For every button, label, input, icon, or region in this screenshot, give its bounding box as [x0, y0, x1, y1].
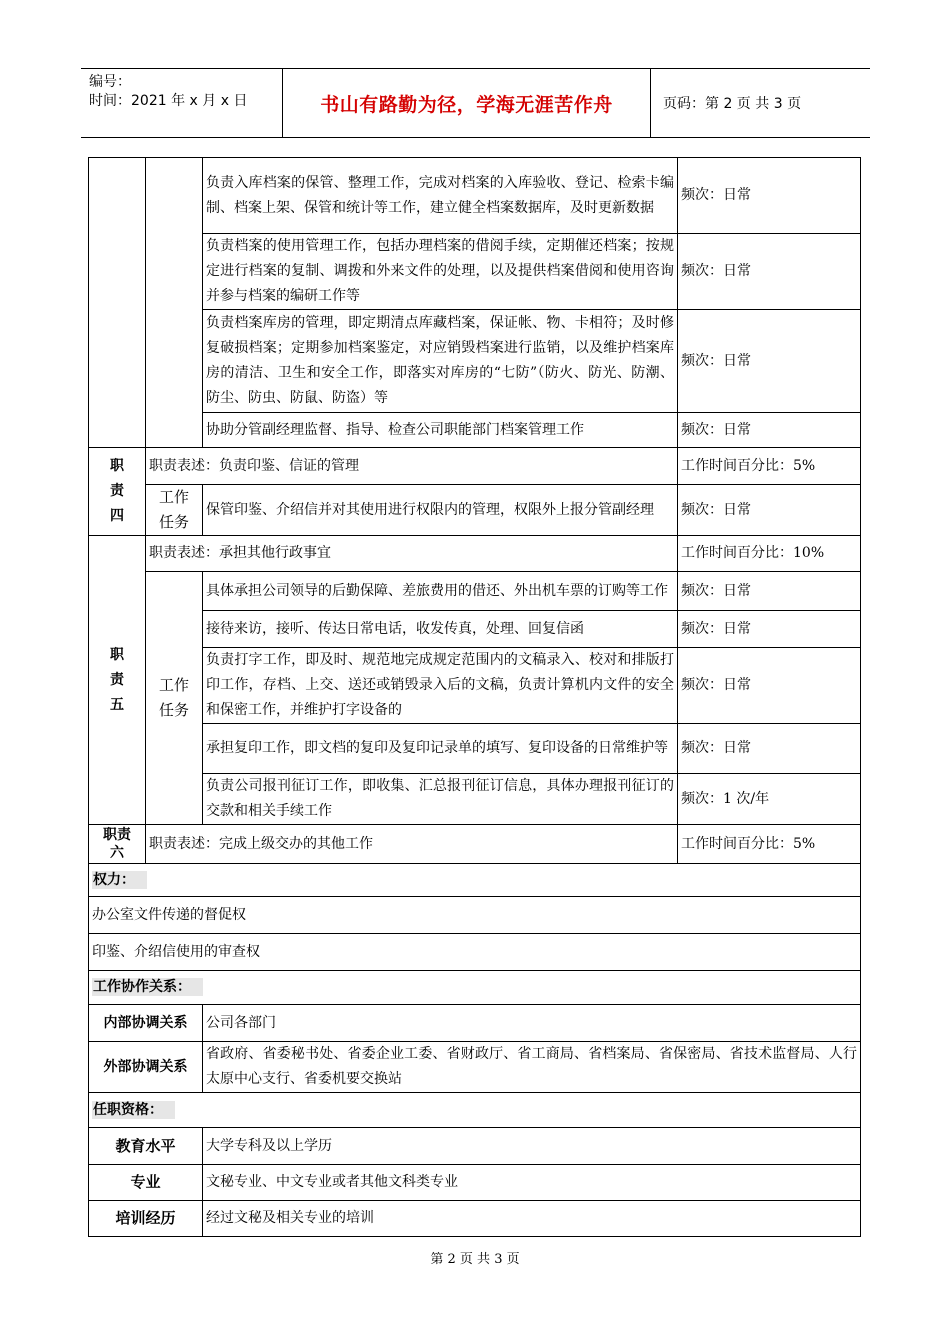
- task-frequency: 频次：日常: [678, 158, 861, 234]
- task-text: 负责打字工作，即及时、规范地完成规定范围内的文稿录入、校对和排版打印工作，存档、上交、送还或销毁录入后的文稿，负责计算机内文件的安全和保密工作，并维护打字设备的: [203, 648, 678, 724]
- authority-title: 权力：: [92, 871, 147, 889]
- task-text: 负责档案的使用管理工作，包括办理档案的借阅手续，定期催还档案；按规定进行档案的复制、调拨和外来文件的处理，以及提供档案借阅和使用咨询并参与档案的编研工作等: [203, 234, 678, 310]
- duty4-label-text: 职责四: [110, 458, 124, 524]
- table-row: [89, 1165, 861, 1201]
- table-row: [89, 536, 861, 572]
- duty5-description: 职责表述：承担其他行政事宜: [146, 536, 678, 572]
- table-row: [89, 774, 861, 825]
- major-label: 专业: [89, 1165, 203, 1201]
- duty3-label-cell: [89, 158, 146, 448]
- table-row: [89, 1093, 861, 1128]
- duty5-time-percent: 工作时间百分比：10%: [678, 536, 861, 572]
- page-number: 页码：第 2 页 共 3 页: [663, 96, 802, 112]
- training-value: 经过文秘及相关专业的培训: [203, 1201, 861, 1237]
- internal-relations-value: 公司各部门: [203, 1005, 861, 1042]
- qualifications-title: 任职资格：: [92, 1101, 175, 1119]
- table-row: [89, 310, 861, 413]
- duty5-label-text: 职责五: [110, 646, 124, 713]
- duty5-label: [89, 536, 146, 825]
- relations-title: 工作协作关系：: [92, 978, 203, 996]
- table-row: [89, 611, 861, 648]
- task-text: 协助分管副经理监督、指导、检查公司职能部门档案管理工作: [203, 413, 678, 448]
- education-label: 教育水平: [89, 1128, 203, 1165]
- duty6-label-text: 职责六: [103, 827, 131, 861]
- task-text: 保管印鉴、介绍信并对其使用进行权限内的管理，权限外上报分管副经理: [203, 485, 678, 536]
- table-row: [89, 1201, 861, 1237]
- table-row: [89, 234, 861, 310]
- table-row: [89, 864, 861, 897]
- table-row: [89, 1042, 861, 1093]
- document-number: 编号：: [89, 74, 131, 90]
- task-text: 负责公司报刊征订工作，即收集、汇总报刊征订信息，具体办理报刊征订的交款和相关手续工作: [203, 774, 678, 825]
- relations-section-header: [89, 971, 861, 1005]
- table-row: [89, 1005, 861, 1042]
- authority-item: 印鉴、介绍信使用的审查权: [89, 934, 861, 971]
- task-text: 具体承担公司领导的后勤保障、差旅费用的借还、外出机车票的订购等工作: [203, 572, 678, 611]
- header-motto: 书山有路勤为径，学海无涯苦作舟: [283, 69, 651, 137]
- internal-relations-label: 内部协调关系: [89, 1005, 203, 1042]
- duty4-time-percent: 工作时间百分比：5%: [678, 448, 861, 485]
- table-row: [89, 648, 861, 724]
- duty4-label: [89, 448, 146, 536]
- task-frequency: 频次：日常: [678, 310, 861, 413]
- page-header: [81, 68, 870, 138]
- duty4-description: 职责表述：负责印鉴、信证的管理: [146, 448, 678, 485]
- authority-item: 办公室文件传递的督促权: [89, 897, 861, 934]
- major-value: 文秘专业、中文专业或者其他文科类专业: [203, 1165, 861, 1201]
- table-row: [89, 934, 861, 971]
- task-text: 负责档案库房的管理，即定期清点库藏档案，保证帐、物、卡相符；及时修复破损档案；定期参加档案鉴定，对应销毁档案进行监销，以及维护档案库房的清洁、卫生和安全工作，即落实对库房的“七防”（防火、防光、防潮、防尘、防虫、防鼠、防盗）等: [203, 310, 678, 413]
- external-relations-value: 省政府、省委秘书处、省委企业工委、省财政厅、省工商局、省档案局、省保密局、省技术监督局、人行太原中心支行、省委机要交换站: [203, 1042, 861, 1093]
- task-frequency: 频次：日常: [678, 485, 861, 536]
- table-row: [89, 724, 861, 774]
- table-row: [89, 413, 861, 448]
- table-row: [89, 158, 861, 234]
- table-row: [89, 572, 861, 611]
- qualifications-section-header: [89, 1093, 861, 1128]
- task-frequency: 频次：日常: [678, 413, 861, 448]
- task-text: 承担复印工作，即文档的复印及复印记录单的填写、复印设备的日常维护等: [203, 724, 678, 774]
- table-row: [89, 897, 861, 934]
- task-frequency: 频次：日常: [678, 234, 861, 310]
- task-frequency: 频次：日常: [678, 611, 861, 648]
- duty4-task-label-text: 工作任务: [158, 488, 189, 531]
- job-description-table: [88, 157, 861, 1237]
- authority-section-header: [89, 864, 861, 897]
- duty5-task-label-text: 工作任务: [158, 676, 189, 719]
- duty5-task-label: [146, 572, 203, 825]
- duty3-task-label-cell: [146, 158, 203, 448]
- duty6-time-percent: 工作时间百分比：5%: [678, 825, 861, 864]
- external-relations-label: 外部协调关系: [89, 1042, 203, 1093]
- header-meta: [81, 69, 283, 137]
- training-label: 培训经历: [89, 1201, 203, 1237]
- page-footer: 第 2 页 共 3 页: [430, 1252, 520, 1267]
- table-row: [89, 825, 861, 864]
- document-date: 时间：2021 年 x 月 x 日: [89, 93, 248, 109]
- task-frequency: 频次：日常: [678, 724, 861, 774]
- table-row: [89, 1128, 861, 1165]
- duty6-label: [89, 825, 146, 864]
- education-value: 大学专科及以上学历: [203, 1128, 861, 1165]
- table-row: [89, 485, 861, 536]
- table-row: [89, 971, 861, 1005]
- task-frequency: 频次：1 次/年: [678, 774, 861, 825]
- task-frequency: 频次：日常: [678, 648, 861, 724]
- duty6-description: 职责表述：完成上级交办的其他工作: [146, 825, 678, 864]
- task-frequency: 频次：日常: [678, 572, 861, 611]
- task-text: 接待来访，接听、传达日常电话，收发传真，处理、回复信函: [203, 611, 678, 648]
- duty4-task-label: [146, 485, 203, 536]
- table-row: [89, 448, 861, 485]
- task-text: 负责入库档案的保管、整理工作，完成对档案的入库验收、登记、检索卡编制、档案上架、保管和统计等工作，建立健全档案数据库，及时更新数据: [203, 158, 678, 234]
